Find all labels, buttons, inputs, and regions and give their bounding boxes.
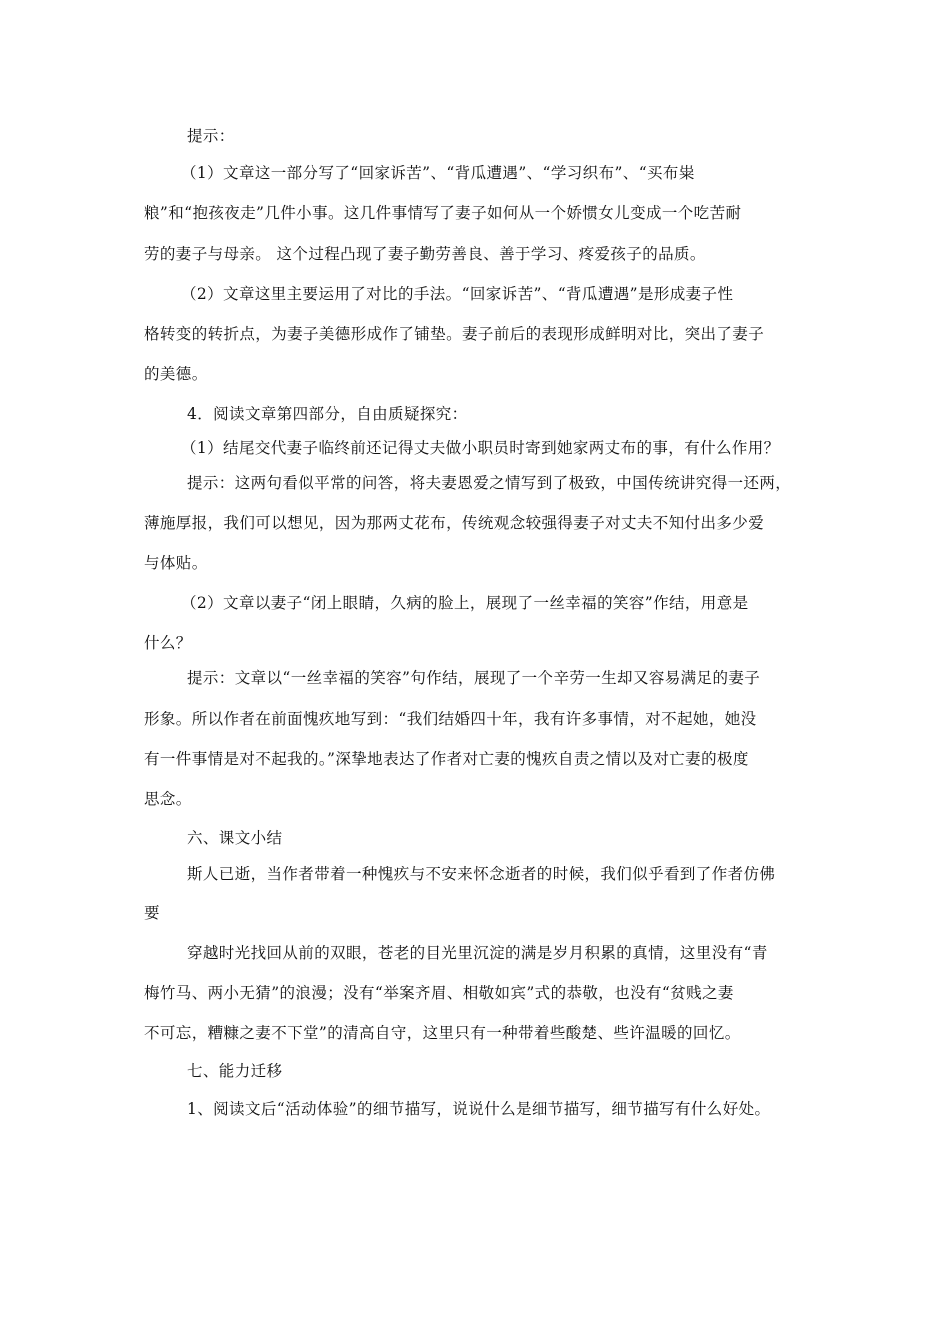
paragraph-line: 要 — [144, 904, 160, 922]
paragraph-line: 提示：这两句看似平常的问答，将夫妻恩爱之情写到了极致，中国传统讲究得一还两， — [187, 474, 792, 492]
paragraph-line: 的美德。 — [144, 365, 208, 383]
section-heading: 七、能力迁移 — [187, 1062, 283, 1080]
paragraph-line: （1）文章这一部分写了“回家诉苦”、“背瓜遭遇”、“学习织布”、“买布粜 — [181, 164, 695, 182]
paragraph-line: （2）文章这里主要运用了对比的手法。“回家诉苦”、“背瓜遭遇”是形成妻子性 — [181, 285, 734, 303]
paragraph-line: 穿越时光找回从前的双眼，苍老的目光里沉淀的满是岁月积累的真情，这里没有“青 — [187, 944, 768, 962]
paragraph-line: 思念。 — [144, 790, 192, 808]
paragraph-line: 提示：文章以“一丝幸福的笑容”句作结，展现了一个辛劳一生却又容易满足的妻子 — [187, 669, 761, 687]
paragraph-line: 与体贴。 — [144, 554, 208, 572]
paragraph-line: 薄施厚报，我们可以想见，因为那两丈花布，传统观念较强得妻子对丈夫不知付出多少爱 — [144, 514, 765, 532]
section-question: 4．阅读文章第四部分，自由质疑探究： — [187, 405, 468, 423]
section-heading: 六、课文小结 — [187, 829, 283, 847]
paragraph-line: 什么？ — [144, 634, 192, 652]
paragraph-line: 斯人已逝，当作者带着一种愧疚与不安来怀念逝者的时候，我们似乎看到了作者仿佛 — [187, 865, 776, 883]
hint-label: 提示： — [187, 127, 235, 145]
paragraph-line: 梅竹马、两小无猜”的浪漫；没有“举案齐眉、相敬如宾”式的恭敬，也没有“贫贱之妻 — [144, 984, 734, 1002]
paragraph-line: 1、阅读文后“活动体验”的细节描写，说说什么是细节描写，细节描写有什么好处。 — [187, 1100, 771, 1118]
paragraph-line: 劳的妻子与母亲。 这个过程凸现了妻子勤劳善良、善于学习、疼爱孩子的品质。 — [144, 245, 706, 263]
paragraph-line: 有一件事情是对不起我的。”深挚地表达了作者对亡妻的愧疚自责之情以及对亡妻的极度 — [144, 750, 749, 768]
paragraph-line: （2）文章以妻子“闭上眼睛，久病的脸上，展现了一丝幸福的笑容”作结，用意是 — [181, 594, 749, 612]
paragraph-line: 格转变的转折点，为妻子美德形成作了铺垫。妻子前后的表现形成鲜明对比，突出了妻子 — [144, 325, 765, 343]
paragraph-line: （1）结尾交代妻子临终前还记得丈夫做小职员时寄到她家两丈布的事，有什么作用？ — [181, 439, 780, 457]
paragraph-line: 粮”和“抱孩夜走”几件小事。这几件事情写了妻子如何从一个娇惯女儿变成一个吃苦耐 — [144, 204, 742, 222]
paragraph-line: 形象。所以作者在前面愧疚地写到：“我们结婚四十年，我有许多事情，对不起她，她没 — [144, 710, 757, 728]
paragraph-line: 不可忘，糟糠之妻不下堂”的清高自守，这里只有一种带着些酸楚、些许温暖的回忆。 — [144, 1024, 741, 1042]
